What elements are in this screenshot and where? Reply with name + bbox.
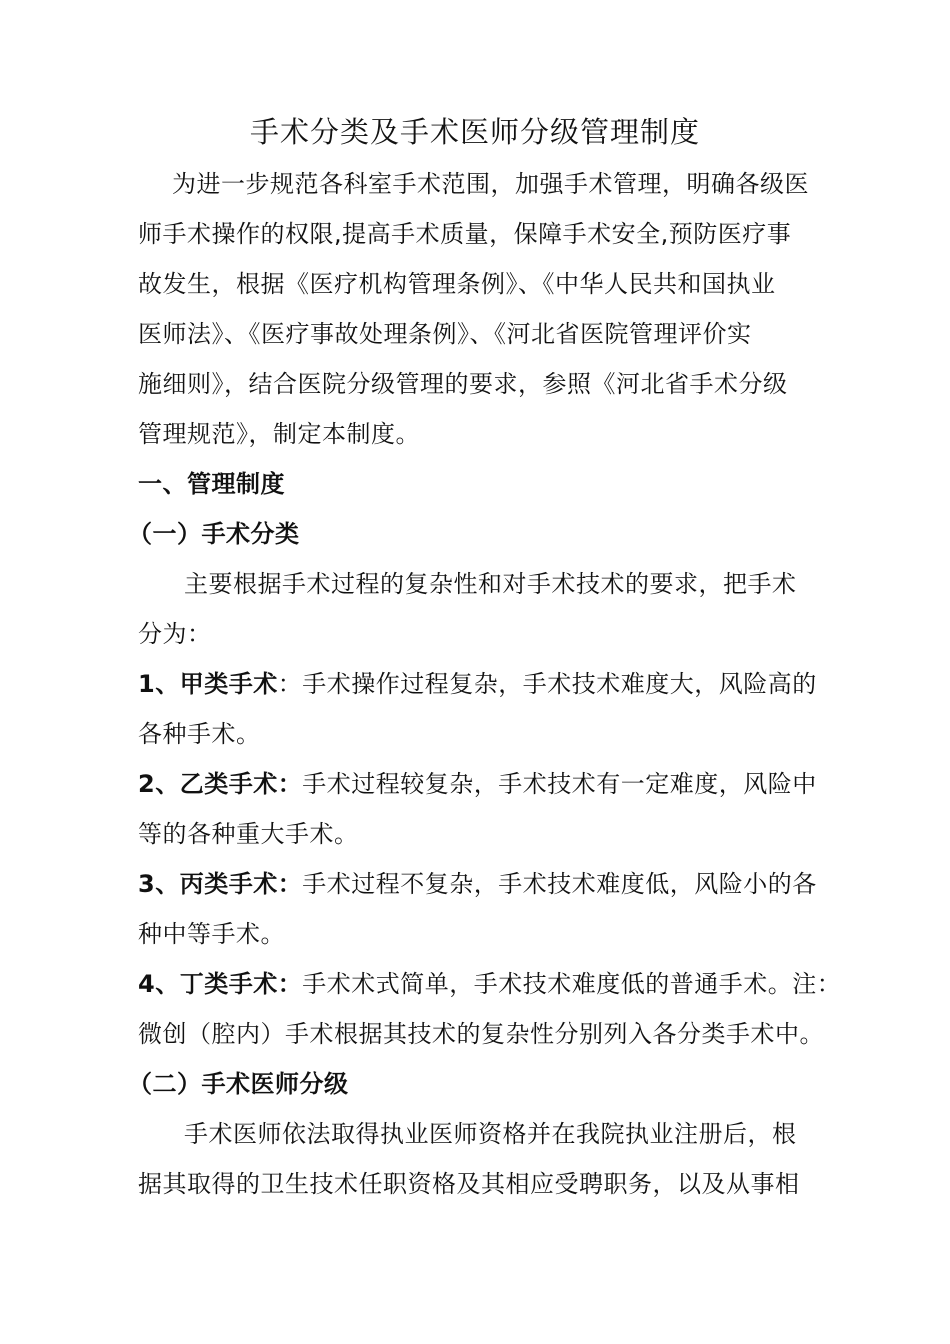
classification-intro-line-1: 主要根据手术过程的复杂性和对手术技术的要求，把手术 [184, 570, 797, 598]
class-a-text: ：手术操作过程复杂，手术技术难度大，风险高的 [277, 670, 817, 698]
class-c-label: 3、丙类手术： [138, 870, 303, 898]
class-c-line-1 [138, 867, 817, 901]
classification-intro-line-2: 分为： [138, 620, 212, 648]
intro-line-1: 为进一步规范各科室手术范围，加强手术管理，明确各级医 [172, 170, 809, 198]
class-b-line-2: 等的各种重大手术。 [138, 820, 359, 848]
intro-line-2: 师手术操作的权限,提高手术质量，保障手术安全,预防医疗事 [138, 220, 792, 248]
subsection-heading-classification: （一）手术分类 [128, 520, 300, 548]
class-b-text: 手术过程较复杂，手术技术有一定难度，风险中 [302, 770, 817, 798]
grading-line-1: 手术医师依法取得执业医师资格并在我院执业注册后，根 [184, 1120, 797, 1148]
class-d-line-2: 微创（腔内）手术根据其技术的复杂性分别列入各分类手术中。 [138, 1020, 824, 1048]
class-b-line-1 [138, 767, 817, 801]
class-a-line-2: 各种手术。 [138, 720, 261, 748]
intro-line-5: 施细则》，结合医院分级管理的要求，参照《河北省手术分级 [138, 370, 788, 398]
section-heading: 一、管理制度 [138, 470, 285, 498]
class-a-line-1 [138, 667, 817, 701]
class-c-text: 手术过程不复杂，手术技术难度低，风险小的各 [302, 870, 817, 898]
subsection-heading-grading: （二）手术医师分级 [128, 1070, 349, 1098]
class-d-text: 手术术式简单，手术技术难度低的普通手术。注： [302, 970, 842, 998]
class-d-line-1 [138, 967, 841, 1001]
document-title: 手术分类及手术医师分级管理制度 [249, 115, 700, 149]
intro-line-4: 医师法》、《医疗事故处理条例》、《河北省医院管理评价实 [138, 320, 752, 348]
intro-line-3: 故发生，根据《医疗机构管理条例》、《中华人民共和国执业 [138, 270, 776, 298]
grading-line-2: 据其取得的卫生技术任职资格及其相应受聘职务，以及从事相 [138, 1170, 800, 1198]
class-a-label: 1、甲类手术 [138, 670, 278, 698]
class-d-label: 4、丁类手术： [138, 970, 303, 998]
class-c-line-2: 种中等手术。 [138, 920, 285, 948]
intro-line-6: 管理规范》，制定本制度。 [138, 420, 420, 448]
class-b-label: 2、乙类手术： [138, 770, 303, 798]
